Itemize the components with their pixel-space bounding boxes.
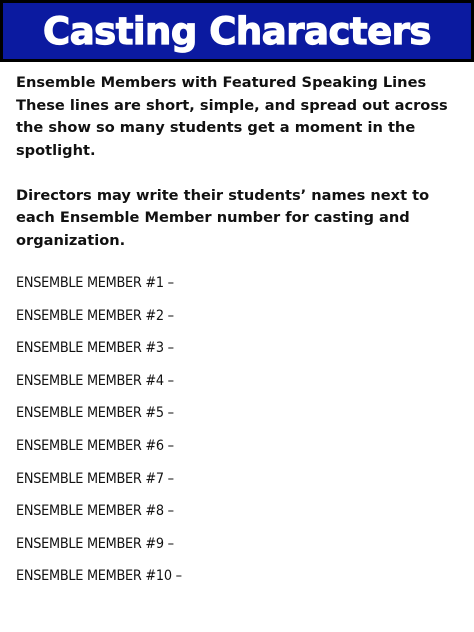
ensemble-member-8: ENSEMBLE MEMBER #8 –: [16, 503, 174, 520]
ensemble-member-10: ENSEMBLE MEMBER #10 –: [16, 568, 182, 585]
paragraph-spacer: [16, 162, 464, 185]
page-title: Casting Characters: [43, 9, 431, 53]
intro-description: These lines are short, simple, and spread out across the show so many students get a moment in the spotlight.: [16, 96, 448, 159]
ensemble-member-9: ENSEMBLE MEMBER #9 –: [16, 535, 174, 552]
directors-note: Directors may write their students’ names next to each Ensemble Member number for casting and organization.: [16, 186, 430, 249]
ensemble-member-4: ENSEMBLE MEMBER #4 –: [16, 372, 174, 389]
ensemble-member-list: [16, 272, 464, 598]
intro-section: [16, 72, 464, 252]
ensemble-member-2: ENSEMBLE MEMBER #2 –: [16, 307, 174, 324]
ensemble-member-6: ENSEMBLE MEMBER #6 –: [16, 437, 174, 454]
ensemble-member-7: ENSEMBLE MEMBER #7 –: [16, 470, 174, 487]
ensemble-member-1: ENSEMBLE MEMBER #1 –: [16, 275, 174, 291]
intro-heading: Ensemble Members with Featured Speaking Lines: [16, 74, 427, 91]
ensemble-member-3: ENSEMBLE MEMBER #3 –: [16, 340, 174, 357]
title-banner: [0, 0, 474, 62]
ensemble-member-5: ENSEMBLE MEMBER #5 –: [16, 405, 174, 422]
